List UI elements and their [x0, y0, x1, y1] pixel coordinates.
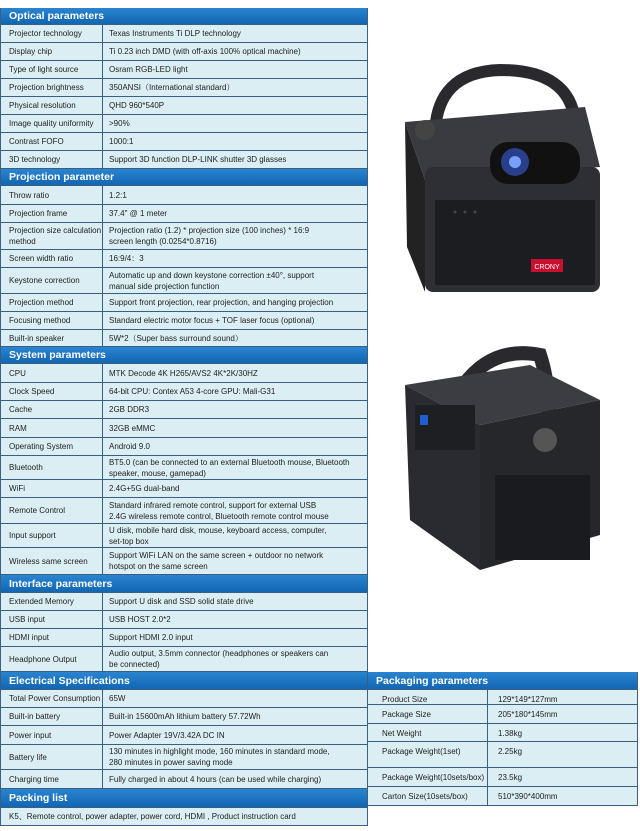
packaging-label: Net Weight: [368, 724, 488, 741]
packaging-row: [368, 787, 637, 806]
spec-label: Wireless same screen: [1, 548, 103, 574]
spec-value: MTK Decode 4K H265/AVS2 4K*2K/30HZ: [109, 368, 258, 378]
spec-value: Power Adapter 19V/3.42A DC IN: [109, 730, 225, 740]
spec-row: [1, 647, 367, 672]
spec-label: Clock Speed: [1, 383, 103, 400]
spec-label: Projection brightness: [1, 79, 103, 96]
spec-value: Support HDMI 2.0 input: [109, 633, 193, 642]
spec-value: Fully charged in about 4 hours (can be used while charging): [109, 774, 322, 784]
packaging-label: Carton Size(10sets/box): [368, 787, 488, 805]
section-header-optical-parameters: Optical parameters: [1, 8, 367, 25]
spec-value: 5W*2（Super bass surround sound）: [109, 333, 243, 343]
spec-value: Android 9.0: [109, 442, 150, 451]
spec-label: Cache: [1, 401, 103, 418]
spec-label: Type of light source: [1, 61, 103, 78]
projector-side-image: [400, 345, 610, 575]
spec-value: 130 minutes in highlight mode, 160 minutes in standard mode, 280 minutes in power saving mode: [109, 747, 330, 767]
spec-label: CPU: [1, 364, 103, 382]
section-header-projection-parameter: Projection parameter: [1, 169, 367, 186]
spec-row: [1, 456, 367, 480]
spec-label: USB input: [1, 611, 103, 628]
spec-label: Projection frame: [1, 205, 103, 222]
spec-value: 16:9/4：3: [109, 254, 144, 263]
spec-label: Headphone Output: [1, 647, 103, 671]
spec-row: [1, 294, 367, 312]
spec-value: 37.4" @ 1 meter: [109, 209, 168, 218]
spec-label: Contrast FOFO: [1, 133, 103, 150]
spec-label: Total Power Consumption: [1, 690, 103, 707]
brand-logo: CRONY: [534, 264, 560, 271]
spec-label: Operating System: [1, 438, 103, 455]
spec-value: Texas Instruments Ti DLP technology: [109, 29, 241, 38]
spec-value: 1.2:1: [109, 190, 127, 200]
spec-row: [1, 708, 367, 726]
spec-label: Projection method: [1, 294, 103, 311]
packaging-value: 129*149*127mm: [498, 695, 558, 704]
spec-value: Osram RGB-LED light: [109, 65, 188, 74]
spec-value: Built-in 15600mAh lithium battery 57.72Wh: [109, 712, 261, 721]
spec-value: 32GB eMMC: [109, 423, 156, 433]
section-header-packing-list: Packing list: [1, 789, 367, 808]
spec-row: [1, 115, 367, 133]
packaging-value: 205*180*145mm: [498, 710, 558, 719]
spec-row: [1, 97, 367, 115]
packaging-value: 2.25kg: [498, 747, 523, 756]
spec-value: QHD 960*540P: [109, 101, 165, 110]
spec-row: [1, 438, 367, 456]
spec-row: [1, 61, 367, 79]
spec-label: Screen width ratio: [1, 250, 103, 267]
spec-value: >90%: [109, 119, 130, 128]
spec-row: [1, 186, 367, 205]
spec-row: [1, 419, 367, 438]
spec-row: [1, 43, 367, 61]
packaging-row: [368, 768, 637, 787]
spec-label: Throw ratio: [1, 186, 103, 204]
spec-label: Projection size calculation method: [1, 223, 103, 249]
packaging-row: [368, 724, 637, 742]
packaging-value: 23.5kg: [498, 773, 523, 782]
spec-row: [1, 401, 367, 419]
spec-row: [1, 611, 367, 629]
spec-row: [1, 205, 367, 223]
spec-row: [1, 524, 367, 548]
spec-value: 64-bit CPU: Contex A53 4-core GPU: Mali-G31: [109, 387, 276, 396]
spec-value: 2.4G+5G dual-band: [109, 484, 180, 493]
spec-row: [1, 25, 367, 43]
spec-label: Charging time: [1, 770, 103, 788]
spec-row: [1, 593, 367, 611]
spec-value: 65W: [109, 694, 126, 703]
spec-value: Support front projection, rear projection, and hanging projection: [109, 298, 334, 307]
spec-value: Support 3D function DLP-LINK shutter 3D glasses: [109, 155, 287, 164]
spec-label: Power input: [1, 726, 103, 744]
spec-value: Automatic up and down keystone correction ±40°, support manual side projection function: [109, 270, 315, 291]
spec-value: Audio output, 3.5mm connector (headphones or speakers can be connected): [109, 649, 329, 669]
spec-label: Keystone correction: [1, 268, 103, 293]
spec-label: Physical resolution: [1, 97, 103, 114]
spec-row: [1, 133, 367, 151]
packaging-label: Package Size: [368, 705, 488, 723]
spec-row: [1, 690, 367, 708]
spec-label: RAM: [1, 419, 103, 437]
projector-front-image: [395, 62, 610, 302]
spec-value: 350ANSI（International standard）: [109, 83, 235, 92]
spec-row: [1, 629, 367, 647]
packaging-label: Package Weight(10sets/box): [368, 768, 488, 786]
spec-label: Focusing method: [1, 312, 103, 329]
section-header-system-parameters: System parameters: [1, 347, 367, 364]
spec-value: Standard electric motor focus + TOF laser focus (optional): [109, 316, 315, 325]
spec-row: [1, 268, 367, 294]
spec-row: [1, 330, 367, 347]
packing-list-row: [1, 808, 367, 826]
packaging-label: Product Size: [368, 690, 488, 704]
spec-label: Projector technology: [1, 25, 103, 42]
spec-row: [1, 548, 367, 575]
spec-label: Extended Memory: [1, 593, 103, 610]
packing-list-items: K5、Remote control, power adapter, power cord, HDMI , Product instruction card: [9, 812, 296, 821]
spec-value: Projection ratio (1.2) * projection size (100 inches) * 16:9 screen length (0.0254*0.8716): [109, 226, 310, 246]
spec-value: Ti 0.23 inch DMD (with off-axis 100% optical machine): [109, 47, 301, 56]
packaging-row: [368, 742, 637, 768]
spec-value: Support WiFi LAN on the same screen + outdoor no network hotspot on the same screen: [109, 551, 324, 571]
spec-value: BT5.0 (can be connected to an external Bluetooth mouse, Bluetooth speaker, mouse, gamepad): [109, 457, 350, 478]
spec-row: [1, 250, 367, 268]
spec-value: U disk, mobile hard disk, mouse, keyboard access, computer, set-top box: [109, 525, 327, 546]
spec-row: [1, 498, 367, 524]
spec-label: HDMI input: [1, 629, 103, 646]
spec-row: [1, 726, 367, 745]
packaging-parameters-table: [367, 672, 638, 806]
spec-row: [1, 745, 367, 770]
specifications-table: [0, 8, 368, 826]
spec-label: Battery life: [1, 745, 103, 769]
packaging-value: 510*390*400mm: [498, 792, 558, 801]
spec-row: [1, 770, 367, 789]
spec-label: 3D technology: [1, 151, 103, 168]
spec-row: [1, 151, 367, 169]
section-header-electrical-specifications: Electrical Specifications: [1, 672, 367, 690]
section-header-packaging-parameters: Packaging parameters: [368, 672, 637, 690]
spec-row: [1, 223, 367, 250]
packaging-row: [368, 690, 637, 705]
spec-row: [1, 364, 367, 383]
spec-label: WiFi: [1, 480, 103, 497]
spec-row: [1, 312, 367, 330]
spec-row: [1, 79, 367, 97]
spec-value: Support U disk and SSD solid state drive: [109, 597, 254, 606]
packaging-value: 1.38kg: [498, 729, 523, 738]
packaging-label: Package Weight(1set): [368, 742, 488, 767]
packaging-row: [368, 705, 637, 724]
spec-label: Built-in speaker: [1, 330, 103, 346]
spec-label: Built-in battery: [1, 708, 103, 725]
spec-label: Image quality uniformity: [1, 115, 103, 132]
spec-row: [1, 480, 367, 498]
spec-value: 1000:1: [109, 137, 134, 146]
spec-label: Input support: [1, 524, 103, 547]
section-header-interface-parameters: Interface parameters: [1, 575, 367, 593]
spec-label: Remote Control: [1, 498, 103, 523]
spec-value: USB HOST 2.0*2: [109, 615, 171, 624]
spec-label: Display chip: [1, 43, 103, 60]
spec-value: Standard infrared remote control, support for external USB 2.4G wireless remote control, Bluetooth remote control mouse: [109, 500, 329, 521]
spec-row: [1, 383, 367, 401]
spec-label: Bluetooth: [1, 456, 103, 479]
spec-value: 2GB DDR3: [109, 405, 150, 414]
